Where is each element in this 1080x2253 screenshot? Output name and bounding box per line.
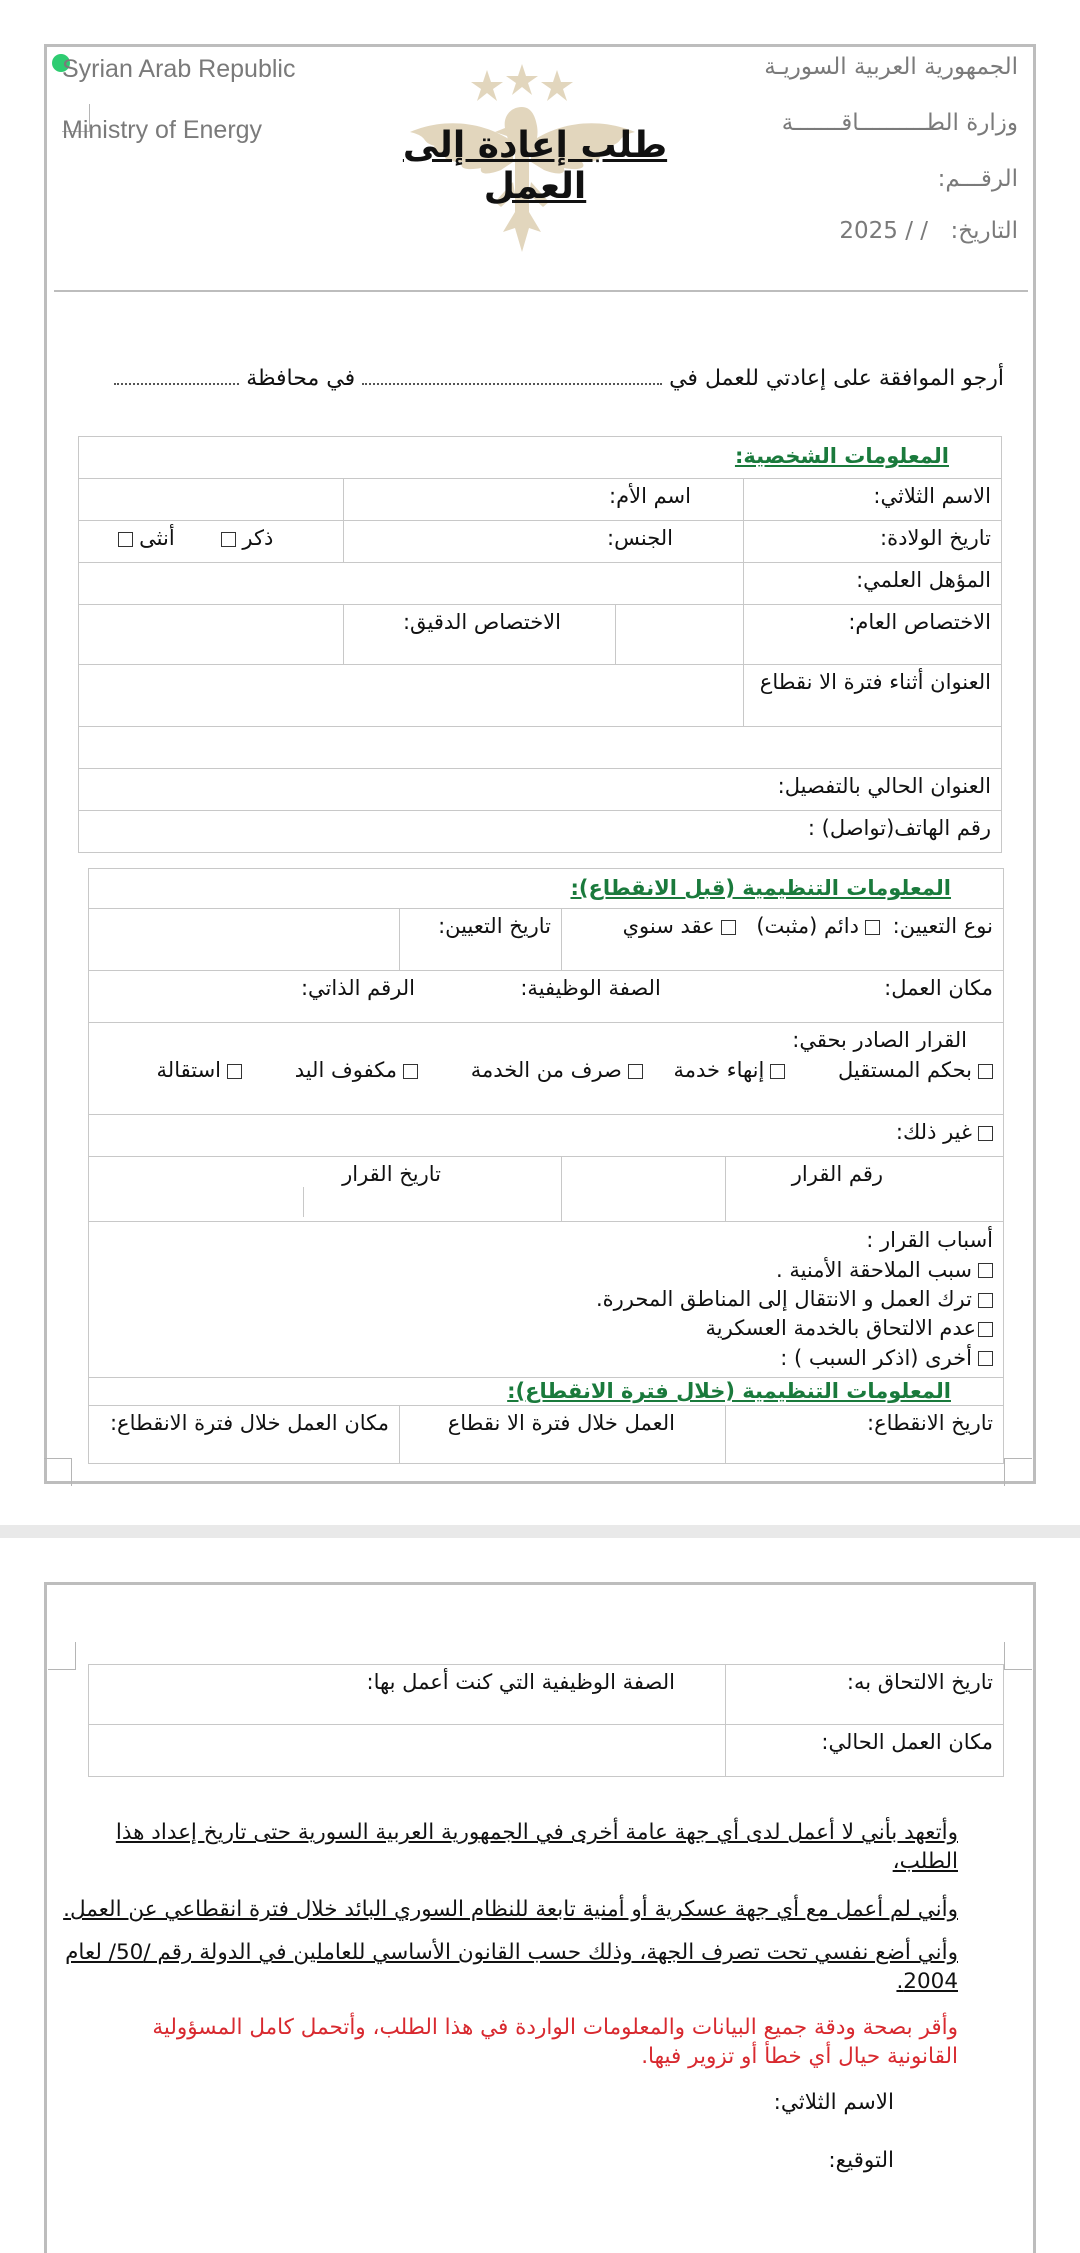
other-checkbox[interactable] [978, 1126, 993, 1141]
dismissed-checkbox[interactable] [628, 1064, 643, 1079]
reason2: ترك العمل و الانتقال إلى المناطق المحررة. [595, 1287, 972, 1312]
reason4: أخرى (اذكر السبب ) : [780, 1345, 972, 1370]
current-workplace-label: مكان العمل الحالي: [726, 1725, 1004, 1777]
intro-part1: أرجو الموافقة على إعادتي للعمل في [669, 366, 1004, 391]
appointment-type [562, 909, 1004, 971]
mother-name-field[interactable] [79, 479, 344, 521]
corner-mark [1004, 1458, 1032, 1486]
end-service-option: إنهاء خدمة [673, 1058, 765, 1083]
birth-date-label: تاريخ الولادة: [744, 521, 1002, 563]
female-checkbox[interactable] [118, 532, 133, 547]
contract-option: عقد سنوي [622, 914, 715, 938]
country-name-en: Syrian Arab Republic [62, 55, 296, 83]
join-date-label: تاريخ الالتحاق به: [726, 1665, 1004, 1725]
job-title-worked-label: الصفة الوظيفية التي كنت أعمل بها: [89, 1665, 726, 1725]
dismissed-option: صرف من الخدمة [470, 1058, 622, 1083]
org-before-table [88, 868, 1004, 1464]
empty-row [79, 727, 1002, 769]
signature-label: التوقيع: [828, 2148, 894, 2173]
fine-spec-field[interactable] [79, 605, 344, 665]
corner-mark [48, 1642, 76, 1670]
personal-info-table [78, 436, 1002, 853]
header-divider [54, 290, 1028, 292]
qualification-field[interactable] [79, 563, 744, 605]
declaration-2: وأني لم أعمل مع أي جهة عسكرية أو أمنية تابعة للنظام السوري البائد خلال فترة انقطاعي عن العمل. [63, 1897, 958, 1922]
self-number-label: الرقم الذاتي: [300, 976, 415, 1000]
gender-label: الجنس: [344, 521, 744, 563]
intro-part2: في محافظة [246, 366, 356, 391]
decision-number-label: رقم القرار [726, 1157, 1004, 1222]
decision-issued-cell [89, 1023, 1004, 1115]
reason1-checkbox[interactable] [978, 1263, 993, 1278]
female-option: أنثى [139, 526, 175, 550]
signature-name-label: الاسم الثلاثي: [773, 2090, 894, 2115]
declaration-3: وأني أضع نفسي تحت تصرف الجهة، وذلك حسب القانون الأساسي للعاملين في الدولة رقم /50/ لعام 2004. [65, 1940, 958, 1995]
fine-spec-label: الاختصاص الدقيق: [344, 605, 616, 665]
current-address-label: العنوان الحالي بالتفصيل: [79, 769, 1002, 811]
appointment-date-label: تاريخ التعيين: [400, 909, 562, 971]
full-name-label: الاسم الثلاثي: [744, 479, 1002, 521]
corner-mark [44, 1458, 72, 1486]
workplace-during-label: مكان العمل خلال فترة الانقطاع: [89, 1406, 400, 1464]
ministry-name-en: Ministry of Energy [62, 116, 263, 144]
reason1: سبب الملاحقة الأمنية . [775, 1257, 972, 1282]
permanent-option: دائم (مثبت) [756, 914, 859, 938]
other-cell [89, 1115, 1004, 1157]
permanent-checkbox[interactable] [865, 920, 880, 935]
contract-checkbox[interactable] [721, 920, 736, 935]
date-value: 2025 / / [839, 218, 928, 244]
reasons-cell [89, 1222, 1004, 1378]
male-checkbox[interactable] [221, 532, 236, 547]
form-page-2 [0, 1538, 1080, 2253]
qualification-label: المؤهل العلمي: [744, 563, 1002, 605]
general-spec-label: الاختصاص العام: [744, 605, 1002, 665]
resigned-checkbox[interactable] [978, 1064, 993, 1079]
ministry-name-ar: وزارة الطــــــــــاقـــــــة [781, 110, 1018, 136]
gender-options [79, 521, 344, 563]
end-service-checkbox[interactable] [770, 1064, 785, 1079]
work-during-label: العمل خلال فترة الا نقطاع [400, 1406, 726, 1464]
reason4-checkbox[interactable] [978, 1351, 993, 1366]
decision-date-label: تاريخ القرار [342, 1162, 441, 1186]
appointment-type-label: نوع التعيين: [892, 914, 993, 938]
date-label: التاريخ: [950, 218, 1018, 244]
section-title-org-before: المعلومات التنظيمية (قبل الانقطاع): [89, 869, 1004, 909]
decision-date-cell [89, 1157, 562, 1222]
resignation-checkbox[interactable] [227, 1064, 242, 1079]
suspended-checkbox[interactable] [403, 1064, 418, 1079]
declaration-1: وأتعهد بأني لا أعمل لدى أي جهة عامة أخرى في الجمهورية العربية السورية حتى تاريخ إعداد هذا الطلب، [115, 1820, 958, 1875]
intro-field-governorate[interactable] [114, 383, 239, 385]
resignation-option: استقالة [156, 1058, 221, 1083]
address-during-field[interactable] [79, 665, 744, 727]
decision-issued-label: القرار الصادر بحقي: [792, 1028, 967, 1052]
intro-field-workplace[interactable] [362, 383, 662, 385]
resigned-option: بحكم المستقيل [838, 1058, 972, 1083]
intro-sentence [114, 366, 1004, 391]
reasons-title: أسباب القرار : [866, 1228, 993, 1253]
general-spec-field[interactable] [616, 605, 744, 665]
current-workplace-field[interactable] [89, 1725, 726, 1777]
decision-number-field[interactable] [562, 1157, 726, 1222]
section-title-org-during: المعلومات التنظيمية (خلال فترة الانقطاع): [89, 1378, 1004, 1406]
other-label: غير ذلك: [895, 1120, 972, 1144]
corner-mark [1004, 1642, 1032, 1670]
phone-label: رقم الهاتف(تواصل) : [79, 811, 1002, 853]
reason3: عدم الالتحاق بالخدمة العسكرية [705, 1316, 976, 1341]
section-title-personal: المعلومات الشخصية: [79, 437, 1002, 479]
reason2-checkbox[interactable] [978, 1293, 993, 1308]
address-during-label: العنوان أثناء فترة الا نقطاع [744, 665, 1002, 727]
page2-org-table [88, 1664, 1004, 1777]
suspended-option: مكفوف اليد [294, 1058, 398, 1083]
number-label: الرقـــم: [937, 166, 1018, 192]
interruption-date-label: تاريخ الانقطاع: [726, 1406, 1004, 1464]
reason3-checkbox[interactable] [978, 1322, 993, 1337]
appointment-date-field[interactable] [89, 909, 400, 971]
mother-name-label: اسم الأم: [344, 479, 744, 521]
page-title: طلب إعادة إلى العمل [402, 125, 668, 207]
declaration-red: وأقر بصحة ودقة جميع البيانات والمعلومات الواردة في هذا الطلب، وأتحمل كامل المسؤولية القانونية حيال أي خطأ أو تزوير فيها. [152, 2015, 958, 2070]
male-option: ذكر [242, 526, 274, 550]
country-name-ar: الجمهورية العربية السوريـة [764, 54, 1018, 80]
workplace-label: مكان العمل: [884, 976, 993, 1000]
workplace-row [89, 971, 1004, 1023]
job-title-label: الصفة الوظيفية: [520, 976, 661, 1000]
